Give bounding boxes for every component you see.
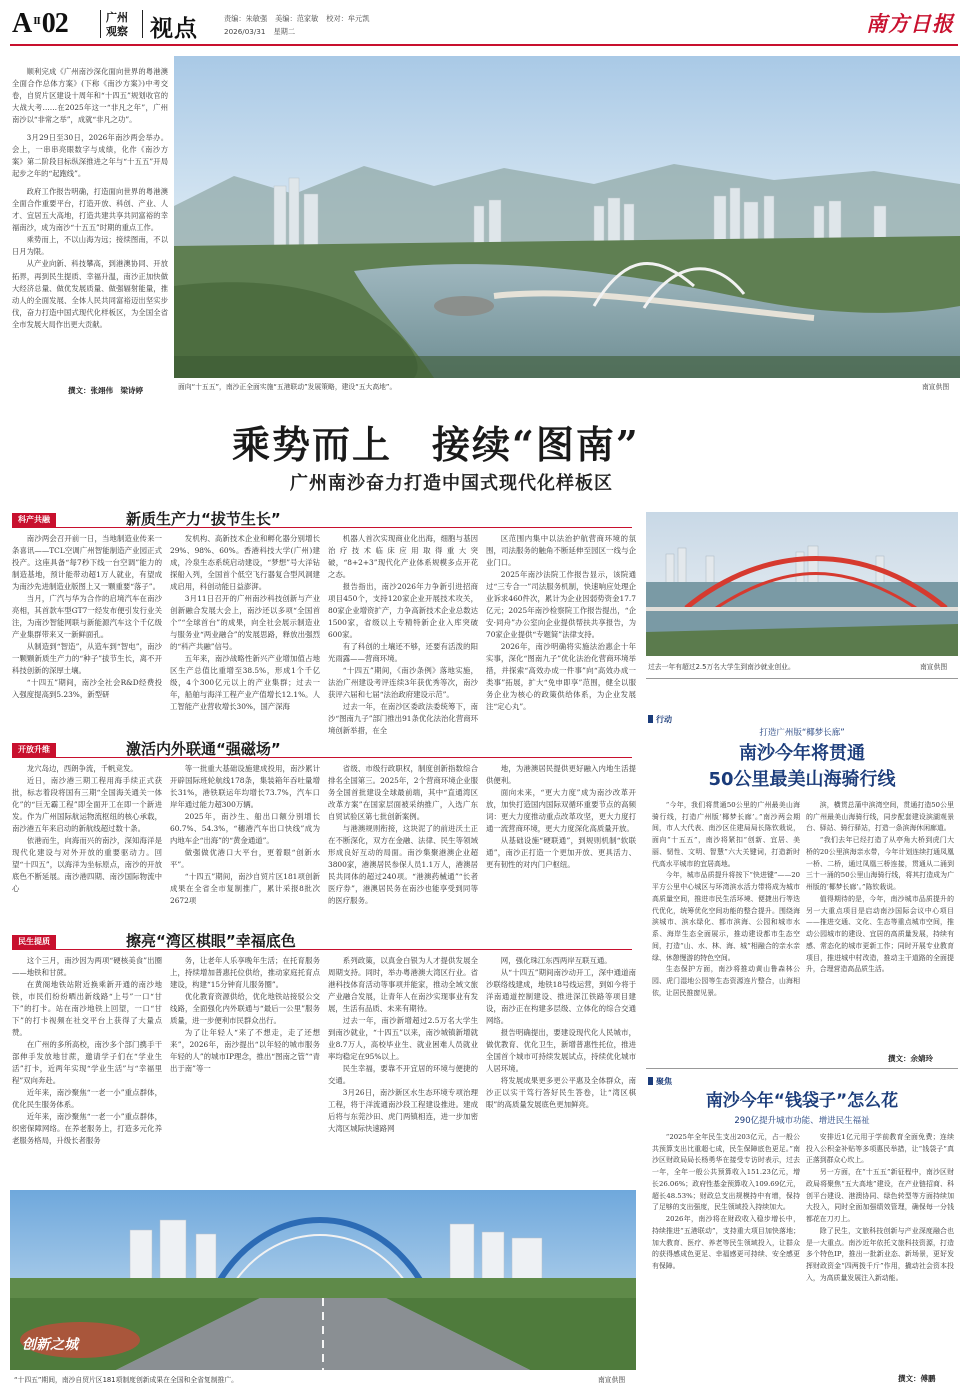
paragraph: 2025年，南沙生、船出口额分别增长60.7%、54.3%，“穗港汽车出口快线”成为内地车企“出海”的“黄金通道”。 [170, 811, 320, 845]
paragraph: 从制造到“智造”，从造车到“智电”，南沙一颗颗新质生产力的“种子”拔节生长，离不开科技创新的深厚土壤。 [12, 641, 162, 675]
paragraph: 龙穴岛边，西朗争流，千帆竞发。 [26, 764, 138, 773]
paragraph: 2026年，南沙明确将实施法治惠企十年实事，深化“图南九子”优化法治化营商环境举措，并探索“高效办成一件事”向“高效办成一类事”拓展，扩大“免申即享”范围，健全以服务企业为核心的政策供给体系，为企业发展注“定心丸”。 [486, 641, 636, 711]
section-column [328, 955, 478, 1183]
story-column [652, 1132, 800, 1368]
paragraph: 民生幸福，要靠不开宜居的环境与便捷的交通。 [328, 1063, 478, 1085]
story-byline: 撰文：余婧玲 [888, 1054, 933, 1063]
issue-weekday: 星期二 [273, 27, 296, 36]
edition-name: 广州观察 [106, 11, 128, 38]
paragraph: 南沙两会召开前一日，当地制造业传来一条喜讯——TCL空调广州智能制造产业园正式投产。这座具备“每7秒下线一台空调”能力的制造基地，预计能带动超1万人就业，有望成为南沙先进制造业版图上又一颗重要“落子”。 [12, 534, 162, 591]
mid-photo-credit: 南宣供图 [920, 663, 948, 671]
bottom-photo-caption: “十四五”期间，南沙自贸片区181项制度创新成果在全国和全省复制推广。 [14, 1376, 238, 1384]
main-subheadline: 广州南沙奋力打造中国式现代化样板区 [290, 473, 613, 494]
paragraph: 近日，南沙港三期工程用海手续正式获批，标志着段将国有三期“全国海关通关一体化”的“巨无霸工程”即全面开工在即一个新进发。作为广州国际航运物流枢纽的核心承载，南沙港五年来启动的新航线超过数十条。 [12, 775, 162, 833]
paragraph: 面向未来，“更大力度”成为南沙改革开放，加快打造国内国际双循环重要节点的高频词：更大力度推动重点改革攻坚，更大力度打通一流营商环境，更大力度深化高质量开放。 [486, 787, 636, 833]
paragraph: “我们去年已经打造了从亭角大桥到虎门大桥的20公里滨海亲水带，今年计划连续打通凤凰一桥、二桥，通过凤凰三桥连接，贯通从二涌到三十一涌的50公里山海骑行线，将其打造成为广州版的‘椰梦长廊’。”陈钦栽说。 [806, 836, 954, 892]
section-title: 新质生产力“拔节生长” [126, 510, 281, 528]
intro-text [12, 66, 168, 331]
paragraph: 五年来，南沙战略性新兴产业增加值占地区生产总值比重增至38.5%，形成1个千亿级，4个300亿元以上的产业集群；过去一年，船舶与海洋工程产业产值增长12.1%。人工智能产业营收增长30%，国产深海 [170, 653, 320, 711]
paragraph: 生态保护方面，南沙将推动黄山鲁森林公园、虎门湿地公园等生态资源连片整合，山海相依，让居民推窗见景。 [652, 965, 800, 997]
section-tag: 开放升维 [12, 743, 56, 757]
story-title-line: 50公里最美山海骑行线 [708, 769, 896, 790]
paragraph: 依港而生，向海而兴的南沙，深知海洋是现代化建设与对外开放的重要驱动力。回望“十四五”，以海洋为坐标原点，南沙的开放底色不断延展。南沙港四期、南沙国际物流中心 [12, 835, 162, 893]
story-divider [646, 1068, 958, 1069]
paragraph: 在广州的多所高校，南沙多个部门携手干部伸手发放地甘蔗，邀请学子们在“学业生活”打卡，近两年实现“学业生活”与“幸福里程”双向奔赴。 [12, 1039, 162, 1085]
story-title-line: 南沙今年将贯通 [739, 743, 865, 764]
header-divider [142, 10, 143, 38]
paragraph: 系列政策，以真金白银为人才提供发展全周期支持。同时，举办粤港澳大湾区行业。省港科技体育活动等事项并能家，推动全域文旅产业融合发展，让青年人在南沙实现事业有发展，生活有品质、未来有期待。 [328, 956, 478, 1013]
story-tag: 聚焦 [648, 1076, 672, 1087]
section-rule [12, 949, 632, 950]
paragraph: 机器人首次实现商业化出海，细胞与基因治疗技术临床应用取得重大突破，“8+2+3”现代化产业体系规模多点开花之态。 [328, 534, 478, 579]
intro-byline: 撰文：张翊伟 梁诗婷 [68, 386, 143, 395]
paragraph: 今年，城市品质提升将按下“快进键”——20平方公里中心城区与环湾滨水活力带将成为城市高质量空间，推进市民生活环境、便捷出行等迭代优化，统筹优化空间功能的整合提升。围绕海滨城市、滨水绿化、都市滨海、公园和城市水系、海岸生态全面展示，推动建设都市生态空间，打造“山、水、林、海、城”相融合的亲水亲绿、休憩慢游的特色空间。 [652, 871, 800, 962]
paragraph: 安排近1亿元用于学前教育全面免费；连续投入公积金补贴等多项惠民举措，让“钱袋子”真正落到群众心坎上。 [806, 1133, 954, 1165]
issue-date: 2026/03/31 [224, 27, 266, 36]
story-subtitle: 290亿提升城市功能、增进民生福祉 [734, 1116, 870, 1126]
paragraph: 除了民生，文旅科技创新与产业深度融合也是一大重点。南沙近年依托文旅科技资源，打造多个特色IP，推出一批新业态、新场景，更好发挥财政资金“四两拨千斤”作用，撬动社会资本投入，为高质量发展注入新动能。 [806, 1226, 954, 1282]
story-column [806, 1132, 954, 1368]
mid-photo-caption: 过去一年有超过2.5万名大学生到南沙就业创业。 [648, 663, 795, 671]
section-column [328, 763, 478, 933]
story-column [806, 800, 954, 1050]
paragraph: 地，为港澳居民提供更好融入内地生活提供便利。 [486, 764, 636, 785]
story-kicker: 打造广州版“椰梦长廊” [759, 728, 845, 738]
top-photo-caption: 面向“十五五”，南沙正全面实施“五港联动”发展策略，建设“五大高地”。 [178, 383, 397, 391]
section-column [12, 533, 162, 743]
paragraph: 近年来，南沙聚焦“一老一小”重点群体，织密保障网络。在养老服务上，打造多元化养老服务格局，升级长者服务 [12, 1111, 162, 1145]
photo-sign-text: 创新之城 [22, 1337, 78, 1353]
paragraph: 为了让年轻人“来了不想走，走了还想来”，2026年，南沙提出“以年轻的城市服务年轻的人”的城市IP理念，推出“图南之管”“青出于南”等一 [170, 1027, 320, 1073]
section-tag: 科产共融 [12, 513, 56, 527]
section-title: 擦亮“湾区棋眼”幸福底色 [126, 932, 296, 950]
paragraph: 2025年南沙法院工作报告显示，该院通过“三专合一”司法服务机制，快速响应处理企业诉求460件次，累计为企业因弱势资金17.7亿元；2025年南沙检察院工作报告提出，“企安·同舟”办公室向企业提供帮扶共享报告，为70家企业提供“专题简”法律支持。 [486, 569, 636, 639]
story-byline: 撰文：傅鹏 [898, 1374, 936, 1383]
section-column [12, 763, 162, 933]
paragraph: 与港澳规则衔接，这块泥了的前进沃土正在不断深化，双方在金融、法律、民生等领域形成良好互动的局面。南沙集聚港澳企业超3800家，港澳居民参保人员1.1万人，港澳居民共同体的超过240项。“港澳药械通”“长者医疗券”，港澳居民务在南沙也能享受到同等的医疗服务。 [328, 823, 478, 905]
paragraph: 过去一年，在南沙区委政法委统筹下，南沙“图南九子”部门推出91条优化法治化营商环境创新举措，在全 [328, 701, 478, 735]
paragraph: “今年，我们将贯通50公里的广州最美山海骑行线，打造广州版‘椰梦长廊’。”南沙两会期间，市人大代表、南沙区住建局局长陈钦栽说，面向“十五五”，南沙将紧扣“创新、宜居、美丽、韧性、文明、智慧”六大关键词，打造新时代高水平城市的宜居高地。 [652, 801, 800, 868]
story-divider [646, 678, 958, 679]
editor-credit: 责编：朱敏强 [224, 14, 268, 23]
section-column [328, 533, 478, 743]
paragraph: 从“十四五”期间南沙动开工，深中通道南沙联络线建成，地铁18号线运营，到如今将于洋南通道控制建设、推进深江铁路等项目建设，南沙正在构建多层级、立体化的综合交通网络。 [486, 967, 636, 1025]
paragraph: 3月26日，南沙新区水生态环境专项治理工程，将于洋流通南沙段工程建设推进。建成后将与东莞沙田、虎门两镇相连，进一步加密大湾区城际快速路网 [328, 1087, 478, 1133]
bottom-photo [10, 1190, 636, 1370]
paragraph: 滨，横贯总蒲中滨湾空间，贯通打造50公里的广州最美山海骑行线，同步配套建设滨湖观景台、驿站、骑行驿站，打造一条滨海休闲廊道。 [806, 801, 954, 833]
section-column [170, 533, 320, 743]
section-rule [12, 527, 632, 528]
mid-photo [646, 512, 958, 656]
intro-paragraph: 政府工作报告明确，打造面向世界的粤港澳全面合作重要平台，打造开放、科创、产业、人才、宜居五大高地，打造共建共享共同富裕的幸福南沙，成为南沙“十五五”时期的重点工作。 [12, 187, 168, 233]
intro-paragraph: 3月29日至30日，2026年南沙两会举办。会上，一串串亮眼数字与成绩，化作《南沙方案》第二阶段目标纵深推进之年与“十五五”开局起步之年的“起跑线”。 [12, 133, 168, 179]
designer-credit: 美编：范家敏 [275, 14, 319, 23]
section-column [12, 955, 162, 1183]
intro-paragraph: 顺利完成《广州南沙深化面向世界的粤港澳全面合作总体方案》(下称《南沙方案》)中考交卷，自贸片区建设十周年和“十四五”规划收官的大战大考……在2025年这一“非凡之年”，广州南沙以“非常之举”，成就“非凡之功”。 [12, 67, 168, 125]
paragraph: 发机构、高新技术企业和孵化器分别增长29%、98%、60%。香港科技大学(广州)建成，冷泉生态系统启动建设，“梦想”号大洋钻探船入列，全国首个低空飞行器复合型风洞建成启用，科创动能日益澎湃。 [170, 534, 320, 591]
paragraph: 过去一年，南沙新增超过2.5万名大学生到南沙就业，“十四五”以来，南沙城镇新增就业8.7万人，高校毕业生、就业困难人员就业率均稳定在95%以上。 [328, 1015, 478, 1061]
paragraph: 3月11日召开的广州南沙科技创新与产业创新融合发展大会上，南沙还以多项“全国首个”“全球首台”的成果，向全社会展示制造业与服务业“两业融合”的发展思路，释放出强烈的“科产共融”信号。 [170, 593, 320, 651]
top-photo [174, 56, 960, 378]
paragraph: 2026年，南沙将在财政收入稳步增长中，持续推进“五港联动”，支持重大项目加快落地；加大教育、医疗、养老等民生领域投入，让群众的获得感成色更足、幸福感更可持续、安全感更有保障。 [652, 1215, 800, 1271]
top-photo-credit: 南宣供图 [922, 383, 950, 391]
section-tag: 民生提质 [12, 935, 56, 949]
paragraph: 另一方面，在“十五五”新征程中，南沙区财政局将聚焦“五大高地”建设，在产业链招商、科创平台建设、港澳协同、绿色转型等方面持续加大投入，同时全面加强绩效管理，确保每一分钱都花在刀刃上。 [806, 1168, 954, 1224]
intro-paragraph: 从产业向新、科技攀高，到港澳协同、开放拓界，再到民生提质、幸福升温，南沙正加快做大经济总量、做优发展质量、做强辐射能量，推动人的全面发展、全体人民共同富裕迈出坚实步伐，奋力打造中国式现代化样板区，为全国全省全市发展大局作出更大贡献。 [12, 259, 168, 329]
paragraph: “十四五”期间，南沙自贸片区181项创新成果在全省全市复制推广，累计采报8批次2672项 [170, 871, 320, 905]
editorial-credits [224, 12, 377, 38]
paragraph: 有了科创的土壤还不够，还要有活泼的阳光雨露——营商环境。 [328, 641, 478, 663]
main-headline: 乘势而上 接续“图南” [232, 422, 640, 467]
masthead-logo: 南方日报 [866, 11, 954, 36]
section-name: 视点 [150, 16, 198, 42]
header-rule [10, 44, 958, 46]
section-rule [12, 757, 632, 758]
paragraph: 这个三月，南沙因为两项“硬核美食”出圈——地铁和甘蔗。 [12, 956, 162, 977]
paragraph: 省级、市级行政职权，制度创新指数综合排名全国第三。2025年，2个营商环境企业服务全国首批建设全球最前端，其中“直通湾区改革方案”在国家层面被采纳推广，入选广东自贸试验区第七批创新案例。 [328, 764, 478, 821]
section-column [486, 955, 636, 1183]
paragraph: 从基础设施“硬联通”，到规则机制“软联通”，南沙正打造一个更加开放、更具活力、更有韧性的对内门户枢纽。 [486, 835, 636, 869]
section-title: 激活内外联通“强磁场” [126, 740, 281, 758]
story-tag: 行动 [648, 714, 672, 725]
paragraph: 网，强化珠江东西两岸互联互通。 [500, 956, 612, 965]
section-column [486, 763, 636, 933]
paragraph: “2025年全年民生支出203亿元，占一般公共预算支出比重超七成，民生保障底色更足。”南沙区财政局局长杨勇华在接受专访时表示，过去一年，全年一般公共预算收入151.23亿元，增长26.06%；政府性基金预算收入109.69亿元，超长48.53%；财政总支出规模持中有增，保持了足够的支出强度，民生领域投入持续加大。 [652, 1133, 800, 1212]
story-column [652, 800, 800, 1050]
paragraph: 在黄阁地铁站附近换乘新开通的南沙地铁，市民们纷纷晒出新线路“上号”一口“甘下”的打卡。站在南沙地铁上回望，一口“甘下”的打卡视频在社交平台上获得了大量点赞。 [12, 979, 162, 1037]
proofreader-credit: 校对：牟元凯 [326, 14, 370, 23]
paragraph: 务，让老年人乐享晚年生活；在托育服务上，持续增加普惠托位供给，推动家庭托育点建设，构建“15分钟育儿服务圈”。 [170, 956, 320, 989]
paragraph: 等一批重大基础设施建成投用，南沙累计开辟国际班轮航线178条，集装箱年吞吐量增长31%，港铁联运年均增长73.7%，汽车口岸年通过能力超300万辆。 [170, 764, 320, 809]
page-number: A $^{II}$02 [12, 8, 68, 39]
paragraph: 区范围内集中以法治护航营商环境的氛围，司法服务的触角不断延伸至园区一线与企业门口。 [486, 534, 636, 567]
header-divider [100, 10, 101, 38]
section-column [486, 533, 636, 743]
paragraph: 优化教育资源供给，优化地铁站接驳公交线路，全面强化内外联通与“最后一公里”服务质量，进一步便利市民群众出行。 [170, 991, 320, 1025]
paragraph: 当月，广汽与华为合作的启境汽车在南沙亮相，其首款车型GT7一经发布便引发行业关注，为南沙智能网联与新能源汽车这个千亿级产业集群带来又一新鲜面孔。 [12, 593, 162, 639]
bottom-photo-credit: 南宣供图 [598, 1376, 626, 1384]
paragraph: 近年来，南沙聚焦“一老一小”重点群体，优化民生服务体系。 [12, 1087, 162, 1109]
intro-column [12, 66, 168, 331]
section-column [170, 955, 320, 1183]
intro-paragraph: 乘势而上，不以山海为远；接续图南，不以日月为限。 [12, 235, 168, 257]
paragraph: “十四五”期间，《南沙条例》落地实施，法治广州建设考评连续3年获优秀等次，南沙获评六届和七届“法治政府建设示范”。 [328, 665, 478, 699]
paragraph: “十四五”期间，南沙全社会R&D经费投入强度提高到5.23%，新型研 [12, 677, 162, 699]
story-title: 南沙今年“钱袋子”怎么花 [705, 1091, 899, 1111]
paragraph: 报告明确提出，要建设现代化人民城市，做优教育、优化卫生，新增普惠性托位，推进全国首个城市可持续发展试点，持续优化城市人居环境。 [486, 1027, 636, 1073]
paragraph: 将发展成果更多更公平惠及全体群众，南沙正以实干笃行答好民生答卷，让“湾区棋眼”的高质量发展底色更加鲜亮。 [486, 1075, 636, 1109]
paragraph: 值得期待的是，今年，南沙城市品质提升的另一大重点项目是启动南沙国际会议中心项目——推进交通、文化、生态等重点城市空间，推动公园城市的建设、宜居的高质量发展，持续有感、常态化的城市更新工作；同时开展专业教育项目，推进城中村改造，推动主干道路的全面提升，合理营造高品质生活。 [806, 894, 954, 974]
paragraph: 报告指出，南沙2026年力争新引进招商项目450个，支持120家企业开展技术攻关，80家企业增资扩产，力争高新技术企业总数达1500家，省级以上专精特新企业入库突破600家。 [328, 581, 478, 639]
paragraph: 做强做优港口大平台，更着眼“创新水平”。 [170, 847, 320, 869]
section-column [170, 763, 320, 933]
